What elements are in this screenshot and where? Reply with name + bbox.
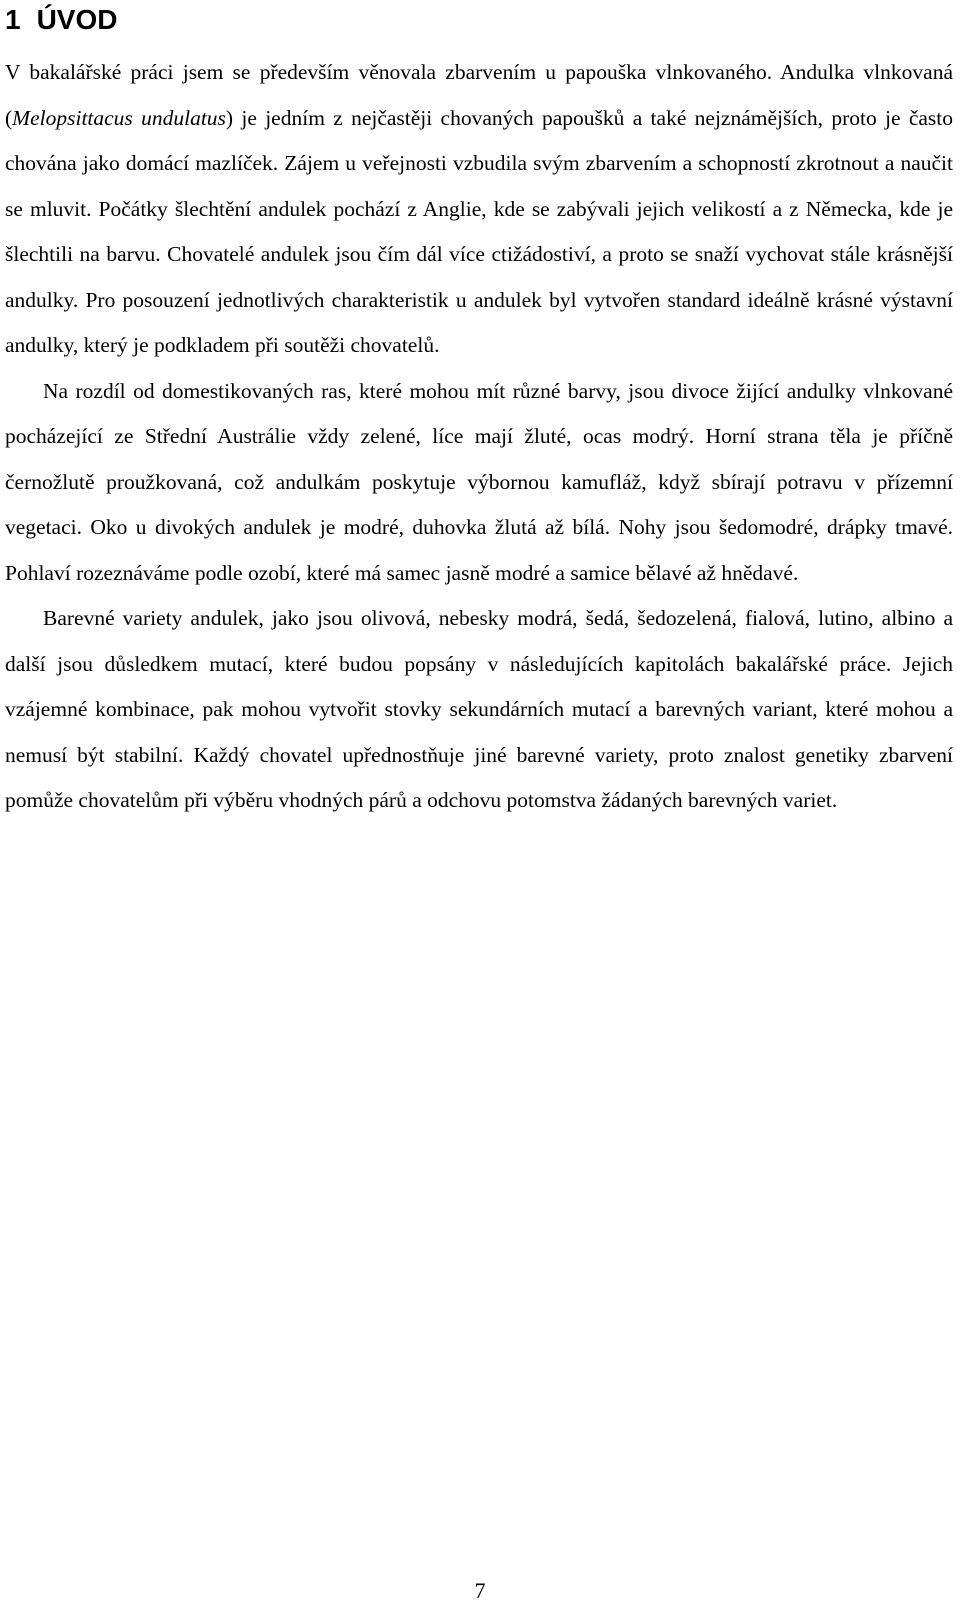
paragraph-intro-text-start: V bakalářské práci jsem se především věnovala zbarvením u papouška vlnkovaného. Andulka vlnkovaná ( xyxy=(5,60,953,130)
paragraph-intro xyxy=(5,50,953,369)
chapter-title: ÚVOD xyxy=(36,4,118,35)
paragraph-wild-coloration: Na rozdíl od domestikovaných ras, které mohou mít různé barvy, jsou divoce žijící andulky vlnkované pocházející ze Střední Austrálie vždy zelené, líce mají žluté, ocas modrý. Horní strana těla je příčně černožlutě proužkovaná, což andulkám poskytuje výbornou kamufláž, když sbírají potravu v přízemní vegetaci. Oko u divokých andulek je modré, duhovka žlutá až bílá. Nohy jsou šedomodré, drápky tmavé. Pohlaví rozeznáváme podle ozobí, které má samec jasně modré a samice bělavé až hnědavé. xyxy=(5,378,953,585)
page-number: 7 xyxy=(474,1578,486,1603)
species-latin-name: Melopsittacus undulatus xyxy=(12,105,226,130)
chapter-number: 1 xyxy=(5,4,21,35)
chapter-heading xyxy=(5,2,117,38)
paragraph-color-varieties: Barevné variety andulek, jako jsou olivová, nebesky modrá, šedá, šedozelená, fialová, lutino, albino a další jsou důsledkem mutací, které budou popsány v následujících kapitolách bakalářské práce. Jejich vzájemné kombinace, pak mohou vytvořit stovky sekundárních mutací a barevných variant, které mohou a nemusí být stabilní. Každý chovatel upřednostňuje jiné barevné variety, proto znalost genetiky zbarvení pomůže chovatelům při výběru vhodných párů a odchovu potomstva žádaných barevných variet. xyxy=(5,606,953,812)
paragraph-intro-text-end: ) je jedním z nejčastěji chovaných papoušků a také nejznámějších, proto je často chována jako domácí mazlíček. Zájem u veřejnosti vzbudila svým zbarvením a schopností zkrotnout a naučit se mluvit. Počátky šlechtění andulek pochází z Anglie, kde se zabývali jejich velikostí a z Německa, kde je šlechtili na barvu. Chovatelé andulek jsou čím dál více ctižádostiví, a proto se snaží vychovat stále krásnější andulky. Pro posouzení jednotlivých charakteristik u andulek byl vytvořen standard ideálně krásné výstavní andulky, který je podkladem při soutěži chovatelů. xyxy=(5,105,953,357)
chapter-body xyxy=(5,50,953,824)
